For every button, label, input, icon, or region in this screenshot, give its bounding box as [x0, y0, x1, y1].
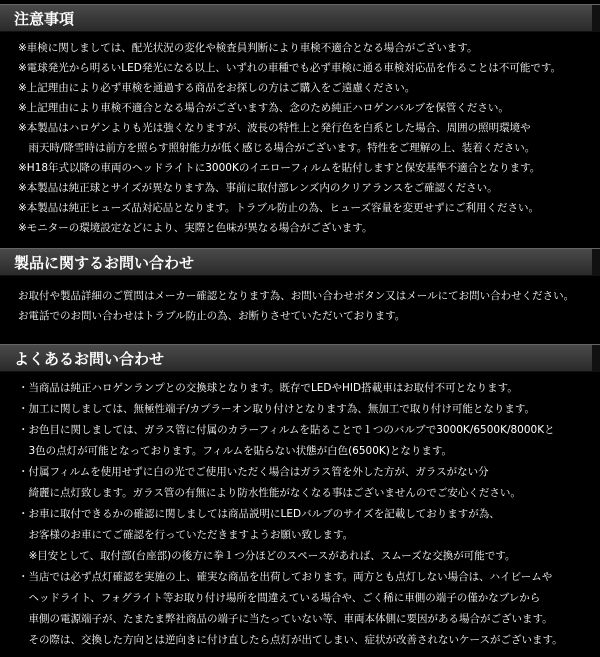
faq-line: ・当商品は純正ハロゲンランプとの交換球となります。既存でLEDやHID搭載車はお取付不可となります。 [18, 382, 518, 394]
faq-line: ・当店では必ず点灯確認を実施の上、確実な商品を出荷しております。両方とも点灯しない場合は、ハイビームや [18, 571, 553, 583]
header-bar-decoration [592, 5, 600, 31]
notice-line: ※上記理由により必ず車検を通過する商品をお探しの方はご購入をご遠慮ください。 [18, 82, 416, 94]
faq-line: ・お車に取付できるかの確認に関しましては商品説明にLEDバルブのサイズを記載しておりますが為、 [18, 508, 500, 520]
faq-line: ・加工に関しましては、無極性端子/カプラーオン取り付けとなります為、無加工で取り付け可能となります。 [18, 403, 535, 415]
faq-header [0, 344, 600, 372]
faq-line: お客様のお車にてご確認を行っていただきますようお願い致します。 [18, 529, 354, 541]
header-bar-decoration [592, 345, 600, 371]
faq-line: ヘッドライト、フォグライト等お取り付け場所を間違えている場合や、ごく稀に車側の端子の僅かなブレから [18, 592, 541, 604]
notice-line: ※モニターの環境設定などにより、実際と色味が異なる場合がございます。 [18, 222, 373, 234]
notice-list [0, 32, 600, 244]
inquiry-title: 製品に関するお問い合わせ [14, 253, 195, 272]
inquiry-line: お電話でのお問い合わせはトラブル防止の為、お断りさせていただいております。 [18, 310, 406, 322]
faq-line: 3色の点灯が可能となっております。フィルムを貼らない状態が白色(6500K)となります。 [18, 445, 453, 457]
notice-line: ※車検に関しましては、配光状況の変化や検査員判断により車検不適合となる場合がございます。 [18, 42, 478, 54]
inquiry-header [0, 248, 600, 276]
faq-line: その際は、交換した方向とは逆向きに付け直したら点灯が出てしまい、症状が改善されないケースがございます。 [18, 634, 563, 646]
inquiry-list [0, 276, 600, 340]
notice-line: 雨天時/降雪時は前方を照らす照射能力が低く感じる場合がございます。特性をご理解の上、装着ください。 [18, 142, 536, 154]
faq-line: ・お色目に関しましては、ガラス管に付属のカラーフィルムを貼ることで１つのバルブで3000K/6500K/8000Kと [18, 424, 555, 436]
notice-line: ※本製品はハロゲンよりも光は強くなりますが、波長の特性上と発行色を白系とした場合、周囲の照明環境や [18, 122, 531, 134]
notice-line: ※本製品は純正ヒューズ品対応品となります。トラブル防止の為、ヒューズ容量を変更せずにご利用ください。 [18, 202, 539, 214]
faq-line: ・付属フィルムを使用せずに白の光でご使用いただく場合はガラス管を外した方が、ガラスがない分 [18, 466, 489, 478]
notice-title: 注意事項 [14, 9, 75, 28]
inquiry-line: お取付や製品詳細のご質問はメーカー確認となります為、お問い合わせボタン又はメールにてお問い合わせください。 [18, 290, 575, 302]
faq-title: よくあるお問い合わせ [14, 349, 165, 368]
faq-line: 車側の電源端子が、たまたま弊社商品の端子に当たっていない等、車両本体側に要因がある場合がございます。 [18, 613, 553, 625]
notice-line: ※上記理由により車検不適合となる場合がございます為、念のため純正ハロゲンバルブを保管ください。 [18, 102, 509, 114]
faq-line: ※目安として、取付部(台座部)の後方に拳１つ分ほどのスペースがあれば、スムーズな交換が可能です。 [18, 550, 516, 562]
notice-line: ※本製品は純正球とサイズが異なります為、事前に取付部レンズ内のクリアランスをご確認ください。 [18, 182, 498, 194]
faq-line: 綺麗に点灯致します。ガラス管の有無により防水性能がなくなる事はございませんのでご安心ください。 [18, 487, 521, 499]
notice-line: ※H18年式以降の車両のヘッドライトに3000Kのイエローフィルムを貼付しますと保安基準不適合となります。 [18, 162, 541, 174]
faq-list [0, 372, 600, 657]
notice-header [0, 4, 600, 32]
notice-line: ※電球発光から明るいLED発光になる以上、いずれの車種でも必ず車検に通る車検対応品を作ることは不可能です。 [18, 62, 562, 74]
header-bar-decoration [592, 249, 600, 275]
